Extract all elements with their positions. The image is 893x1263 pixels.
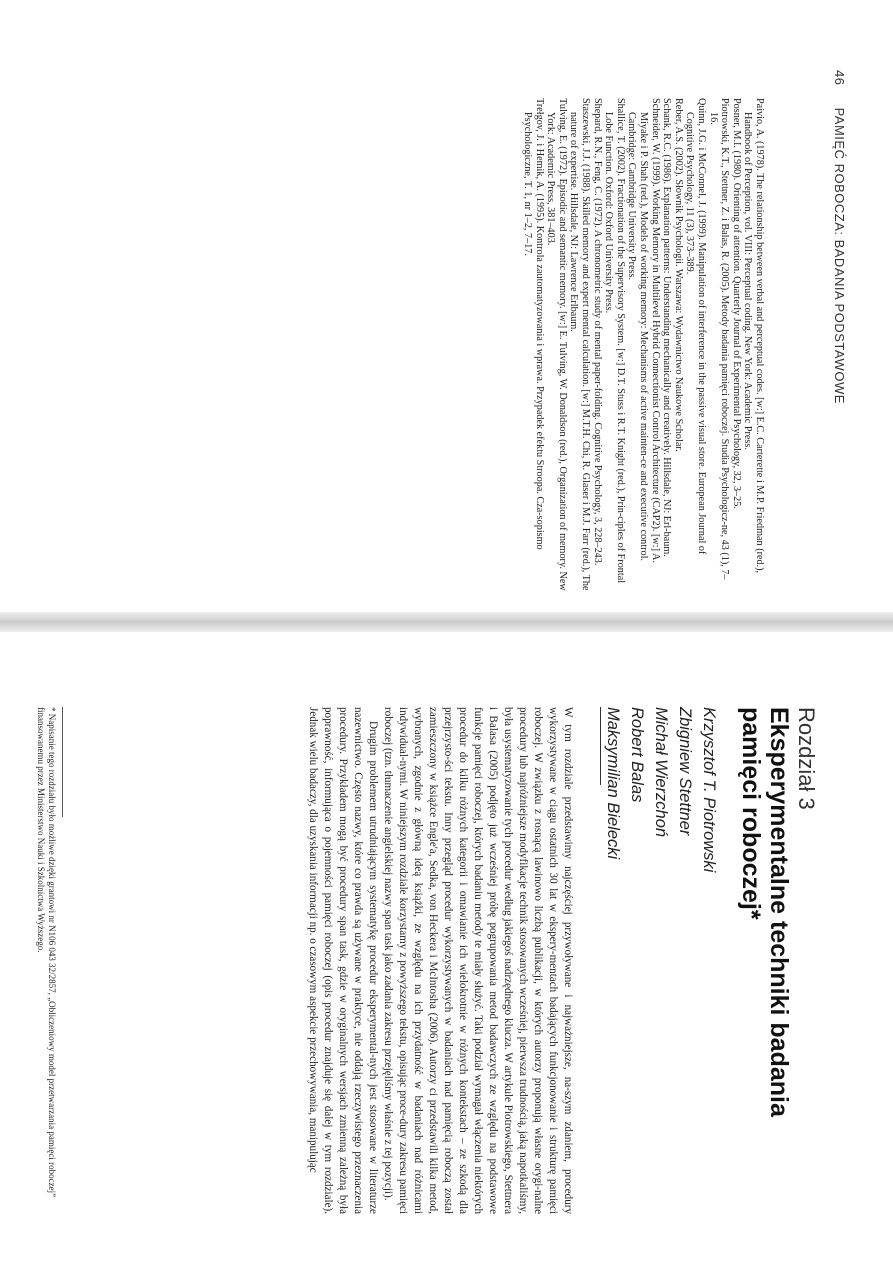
chapter-body [305,707,575,1214]
book-spine [0,612,893,632]
divider [600,707,601,785]
reference-item: Schneider, W. (1999). Working Memory in Multilevel Hybrid Connectionist Control Architecture (CAP2). [w:] A. Miyake i P. Shah (red.), Models of working memory: Mechanisms of active mainten-ce and executive control. Cambridge: Cambridge University Press. [626,98,661,563]
running-head [832,70,847,552]
references-list [522,98,765,592]
reference-item: Reber, A.S. (2002). Słownik Psychologii. Warszawa: Wydawnictwo Naukowe Scholar. [672,98,684,452]
reference-item: Paivio, A. (1978). The relationship between verbal and perceptual codes. [w:] E.C. Carterette i M.P. Friedman (red.), Handbook of Perception, vol. VIII: Perceptual coding. New York: Academic Press. [742,98,765,574]
footnote-divider [62,707,63,817]
author-name: Michał Wierzchoń [652,707,670,838]
body-paragraph: Drugim problemem utrudniającym systematykę procedur eksperymental-nych jest stosowane w literaturze nazewnictwo. Często nazwy, które co prawda są używane w praktyce, nie oddają rzeczywistego przeznaczenia procedury. Przykładem mogą być procedury span task, gdzie w oryginalnych wersjach zmienną zależną była poprawność, informująca o pojemności pamięci roboczej (opis procedur znajduje się dalej w tym rozdziale). Jednak wielu badaczy, dla uzyskania informacji np. o czasowym aspekcie przechowywania, manipulując [307,707,379,1214]
left-page [0,0,893,612]
running-head-title: PAMIĘĆ ROBOCZA: BADANIA PODSTAWOWE [832,107,847,404]
reference-item: Posner, M.I. (1980). Orienting of attention. Quarterly Journal of Experimental Psychology, 32, 3–25. [730,98,742,509]
reference-item: Shepard, R.N., Feng, C. (1972). A chronometric study of mental paper-folding. Cognitive Psychology, 3, 228–243. [591,98,603,566]
reference-item: Quinn, J.G. i McConnel, J. (1999). Manipulation of interference in the passive visual store. European Journal of Cognitive Psychology, 11 (3), 373–389. [684,98,708,555]
author-list [601,707,721,872]
author-name: Zbigniew Stettner [676,707,694,836]
author-name: Maksymilian Bielecki [604,707,622,860]
reference-item: Schank, R.C. (1986). Explanation patterns: Understanding mechanically and creatively. Hillsdale, NJ: Erl-baum. [661,98,673,557]
author-name: Robert Balas [628,707,646,803]
reference-item: Staszewski, J.J. (1988). Skilled memory and expert mental calculation. [w:] M.T.H. Chi, R. Glaser i M.J. Farr (red.), The nature of expertise. Hillsdale, NJ: Lawrence Erlbaum. [568,98,592,591]
author-name: Krzysztof T. Piotrowski [700,707,718,873]
footnote: * Napisanie tego rozdziału było możliwe dzięki grantowi nr N106 043 32/2857, „Obliczeniowy model przetwarzania pamięci roboczej” finansowanemu przez Ministerstwo Nauki i Szkolnictwa Wyższego. [36,707,57,1198]
reference-item: Shallice, T. (2002). Fractionation of the Supervisory System. [w:] D.T. Stuss i R.T. Knight (red.), Prin-ciples of Frontal Lobe Function. Oxford: Oxford University Press. [603,98,626,584]
chapter-title: Eksperymentalne techniki badania pamięci roboczej* [737,707,793,1117]
reference-item: Piotrowski, K.T., Stettner, Z. i Balas, R. (2005). Metody badania pamięci roboczej. Studia Psychologicz-ne, 43 (1), 7–16. [707,98,731,580]
page-number: 46 [832,70,847,86]
right-page [0,632,893,1263]
reference-item: Trełgov, J. i Hemik, A. (1995). Kontrola zautomatyzowania i wprawa. Przypadek efektu Stroopa. Cza-sopismo Psychologiczne, T. 1, nr 1–2, 7–17. [522,98,545,550]
chapter-label: Rozdział 3 [794,707,819,810]
reference-item: Tulving, E. (1972). Episodic and semantic memory. [w:] E. Tulving, W. Donaldson (red.), Organization of memory. New York: Academic Press, 381–403. [545,98,568,591]
body-paragraph: W tym rozdziale przedstawimy najczęściej przywoływane i najważniejsze, na-szym zdaniem, procedury wykorzystywane w ciągu ostatnich 30 lat w ekspery-mentach badających funkcjonowanie i strukturę pamięci roboczej. W związku z rosnącą lawinowo liczbą publikacji, w których autorzy proponują własne orygi-nalne procedury lub najróżniejsze modyfikacje technik stosowanych wcześniej, pierwsza trudnością, jaką napotkaliśmy, była usystematyzowanie tych procedur według jakiegoś nadrzędnego klucza. W artykule Piotrowskiego, Stettnera i Balasa (2005) podjęto już wcześniej próbę pogrupowania metod badawczych ze względu na podstawowe funkcje pamięci roboczej, których badaniu metody te miały służyć. Taki podział wymagał włączenia niektórych procedur do kilku różnych kategorii i omawianie ich wielokrotnie w różnych kontekstach – ze szkodą dla przejrzysto-ści tekstu. Inny przegląd procedur wykorzystywanych w badaniach nad pamięcią roboczą został zamieszczony w książce Engle'a, Sedka, von Heckera i McIntosha (2006). Autorzy ci przedstawili kilka metod, wybranych, zgodnie z główną ideą książki, ze względu na ich przydatność w badaniach nad różnicami indywidual-nymi. W niniejszym rozdziale korzystamy z powyższego tekstu, opisując proce-dury zakresu pamięci roboczej (tzn. tłumaczenie angielskiej nazwy span task jako zadania zakresu przejęliśmy właśnie z tej pozycji). [382,707,574,1214]
